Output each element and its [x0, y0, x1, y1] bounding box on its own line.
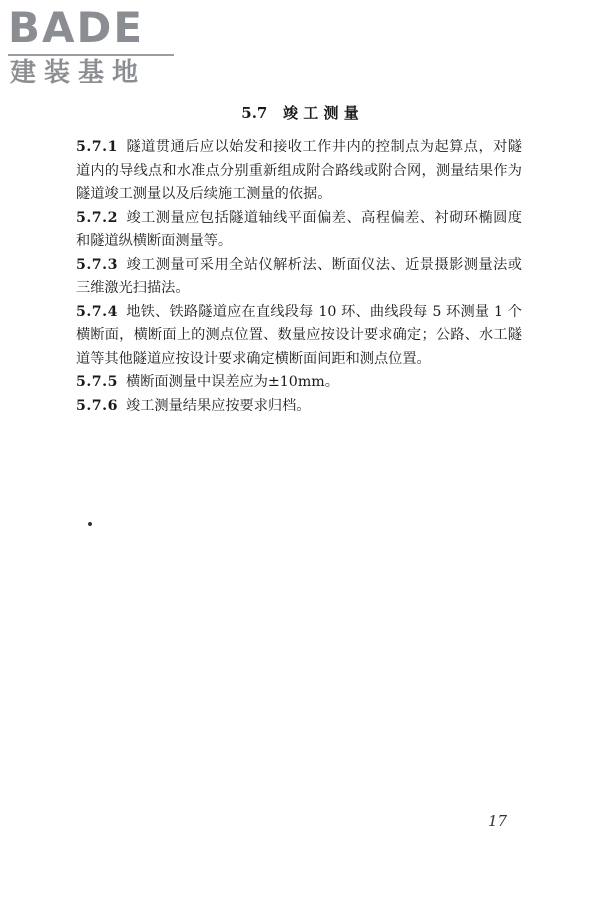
clause-number: 5.7.4 [76, 303, 118, 320]
clause-number: 5.7.3 [76, 256, 118, 273]
clause-5-7-4 [76, 301, 522, 372]
clause-number: 5.7.1 [76, 139, 118, 155]
clause-text: 竣工测量应包括隧道轴线平面偏差、高程偏差、衬砌环椭圆度和隧道纵横断面测量等。 [76, 209, 522, 249]
logo-divider [8, 54, 174, 56]
clause-text: 竣工测量可采用全站仪解析法、断面仪法、近景摄影测量法或三维激光扫描法。 [76, 256, 522, 296]
clause-5-7-3 [76, 254, 522, 301]
clause-5-7-5 [76, 371, 522, 395]
section-number: 5.7 [241, 104, 268, 122]
logo-brand-text: BADE [8, 3, 145, 52]
clause-list [76, 136, 522, 418]
clause-5-7-2 [76, 207, 522, 254]
clause-text: 竣工测量结果应按要求归档。 [126, 397, 311, 414]
clause-text: 地铁、铁路隧道应在直线段每 10 环、曲线段每 5 环测量 1 个横断面，横断面上的测点位置、数量应按设计要求确定；公路、水工隧道等其他隧道应按设计要求确定横断面间距和测点位置。 [76, 303, 522, 367]
page-number: 17 [488, 812, 508, 830]
clause-number: 5.7.2 [76, 209, 118, 226]
bade-logo [8, 4, 178, 90]
clause-text: 隧道贯通后应以始发和接收工作井内的控制点为起算点，对隧道内的导线点和水准点分别重新组成附合路线或附合网，测量结果作为隧道竣工测量以及后续施工测量的依据。 [76, 139, 522, 202]
clause-5-7-6 [76, 395, 522, 419]
logo-chinese-text: 建装基地 [10, 58, 147, 88]
clause-5-7-1 [76, 136, 522, 207]
stray-ink-mark [87, 521, 92, 526]
clause-number: 5.7.6 [76, 397, 118, 414]
section-title-text: 竣 工 测 量 [283, 104, 359, 122]
section-title [0, 102, 600, 123]
clause-number: 5.7.5 [76, 374, 118, 390]
clause-text: 横断面测量中误差应为±10mm。 [126, 374, 339, 390]
